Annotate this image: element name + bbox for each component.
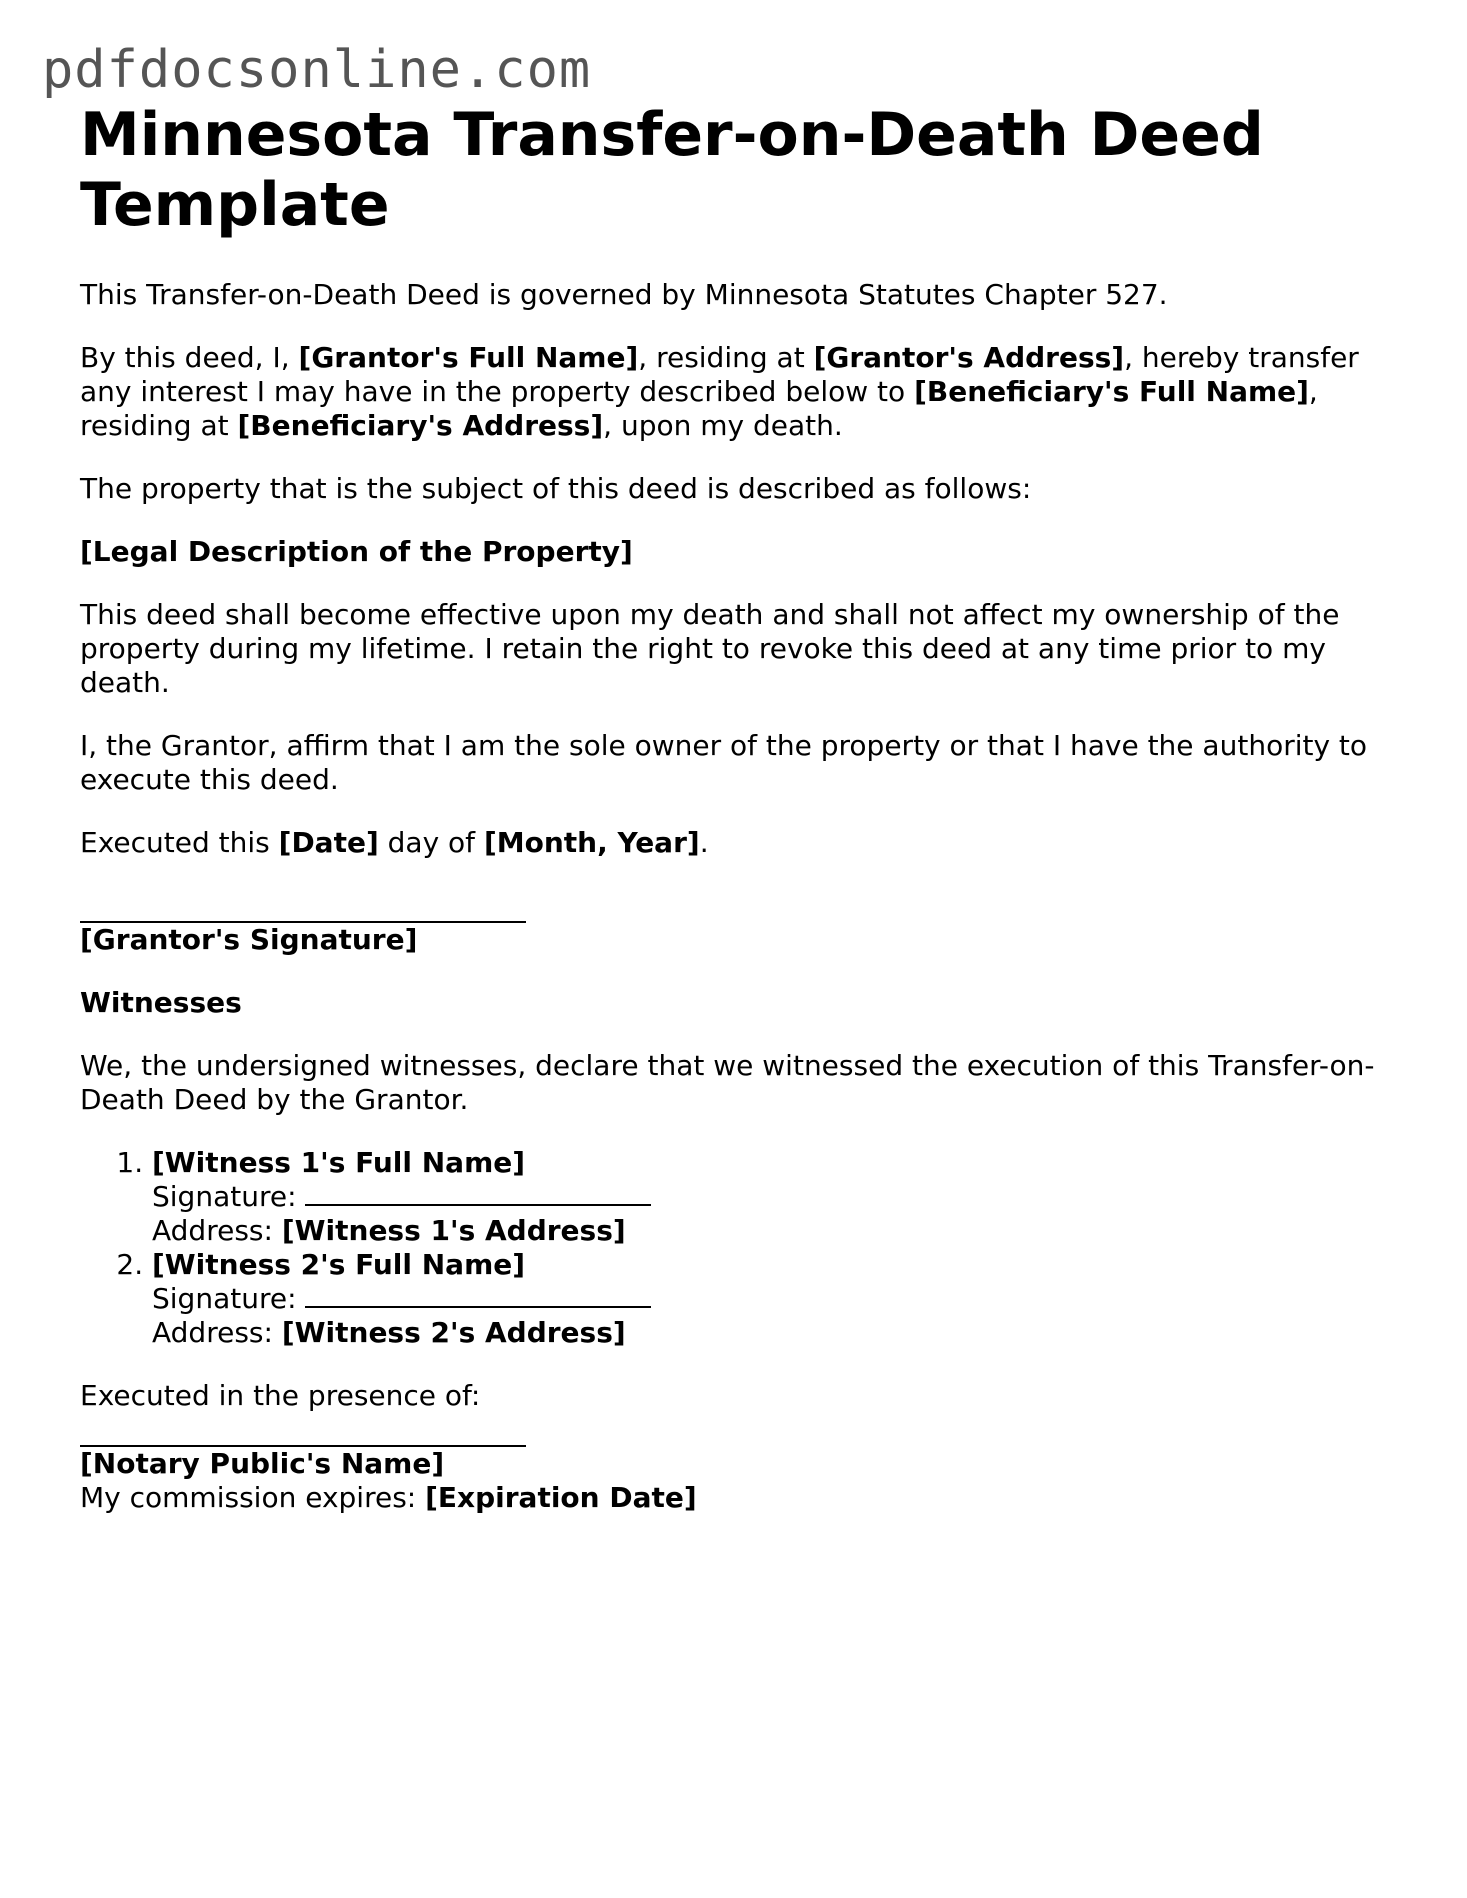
signature-label: Signature: xyxy=(152,1180,306,1213)
signature-label: Signature: xyxy=(152,1282,306,1315)
grant-paragraph xyxy=(80,341,1380,443)
grantor-signature-label: [Grantor's Signature] xyxy=(80,923,418,956)
executed-text-1: Executed this xyxy=(80,826,279,859)
witness-signature-line xyxy=(305,1282,651,1308)
witness-item xyxy=(152,1146,1380,1248)
property-intro: The property that is the subject of this deed is described as follows: xyxy=(80,472,1032,505)
grant-text-5: , upon my death. xyxy=(603,409,843,442)
witnesses-heading-text: Witnesses xyxy=(80,986,242,1019)
legal-description-placeholder xyxy=(80,535,1380,569)
document-page xyxy=(80,100,1380,1544)
date-placeholder: [Date] xyxy=(278,826,379,859)
grant-text-4: , residing at xyxy=(80,375,1318,442)
executed-paragraph xyxy=(80,826,1380,860)
page-title: Minnesota Transfer-on-Death Deed Template xyxy=(80,100,1264,240)
witness-list xyxy=(80,1146,1380,1350)
notary-block xyxy=(80,1379,1380,1515)
legal-description-text: [Legal Description of the Property] xyxy=(80,535,633,568)
grantor-address-placeholder: [Grantor's Address] xyxy=(813,341,1125,374)
grantor-name-placeholder: [Grantor's Full Name] xyxy=(298,341,639,374)
executed-text-3: . xyxy=(699,826,709,859)
witness-name: [Witness 1's Full Name] xyxy=(152,1146,526,1179)
grant-text-1: By this deed, I, xyxy=(80,341,299,374)
grant-text-3: , hereby transfer any interest I may have in the property described below to xyxy=(80,341,1359,408)
witness-signature-line xyxy=(305,1180,651,1206)
intro-paragraph: This Transfer-on-Death Deed is governed by Minnesota Statutes Chapter 527. xyxy=(80,278,1168,311)
witness-item xyxy=(152,1248,1380,1350)
grantor-signature-line xyxy=(80,889,526,923)
commission-date-placeholder: [Expiration Date] xyxy=(425,1481,697,1514)
notary-name-placeholder: [Notary Public's Name] xyxy=(80,1447,445,1480)
presence-text: Executed in the presence of: xyxy=(80,1379,481,1412)
beneficiary-name-placeholder: [Beneficiary's Full Name] xyxy=(914,375,1309,408)
commission-label: My commission expires: xyxy=(80,1481,426,1514)
month-year-placeholder: [Month, Year] xyxy=(483,826,700,859)
grantor-signature-block xyxy=(80,889,1380,957)
address-label: Address: xyxy=(152,1214,282,1247)
address-label: Address: xyxy=(152,1316,282,1349)
witness-address: [Witness 2's Address] xyxy=(281,1316,626,1349)
executed-text-2: day of xyxy=(378,826,484,859)
affirm-paragraph: I, the Grantor, affirm that I am the sole owner of the property or that I have the authority to execute this deed. xyxy=(80,729,1368,796)
witness-name: [Witness 2's Full Name] xyxy=(152,1248,526,1281)
watermark: pdfdocsonline.com xyxy=(42,40,592,100)
witness-address: [Witness 1's Address] xyxy=(281,1214,626,1247)
witnesses-declaration: We, the undersigned witnesses, declare that we witnessed the execution of this Transfer-on-Death Deed by the Grantor. xyxy=(80,1049,1375,1116)
effective-paragraph: This deed shall become effective upon my death and shall not affect my ownership of the property during my lifetime. I retain the right to revoke this deed at any time prior to my death. xyxy=(80,598,1340,699)
beneficiary-address-placeholder: [Beneficiary's Address] xyxy=(237,409,604,442)
witnesses-heading xyxy=(80,986,1380,1020)
notary-signature-line xyxy=(80,1413,526,1447)
grant-text-2: , residing at xyxy=(638,341,814,374)
